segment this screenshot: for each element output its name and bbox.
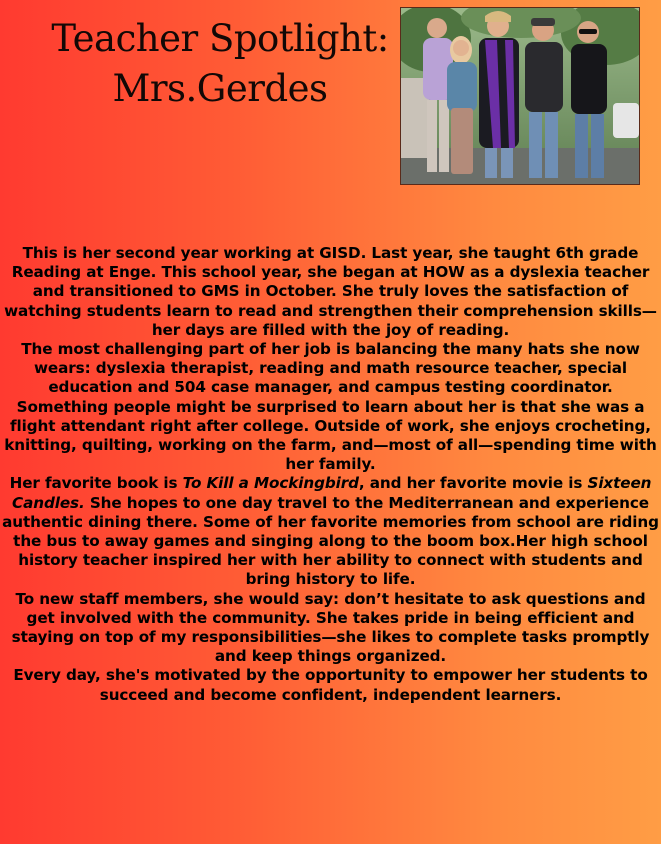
favorite-movie-title: Sixteen Candles. (12, 474, 652, 512)
favorites-text-2: , and her favorite movie is (358, 474, 588, 493)
family-photo-icon (401, 8, 639, 184)
paragraph-motivation: Every day, she's motivated by the opportunity to empower her students to succeed and become confident, independent learners. (13, 666, 648, 704)
paragraph-challenges: The most challenging part of her job is balancing the many hats she now wears: dyslexia therapist, reading and math resource teacher, special education and 504 case manager, and campus testing coordinator. (21, 340, 640, 397)
favorites-text-3: She hopes to one day travel to the Mediterranean and experience authentic dining there. Some of her favorite memories from school are riding the bus to away games and singing along to the boom box.Her high school history teacher inspired her with her ability to connect with students and bring history to life. (2, 493, 659, 589)
page-title (40, 14, 400, 114)
paragraph-advice: To new staff members, she would say: don’t hesitate to ask questions and get involved with the community. She takes pride in being efficient and staying on top of my responsibilities—she likes to complete tasks promptly and keep things organized. (11, 589, 650, 666)
favorites-text-1: Her favorite book is (9, 474, 183, 493)
paragraph-favorites (0, 474, 661, 589)
paragraph-background: This is her second year working at GISD. Last year, she taught 6th grade Reading at Enge. This school year, she began at HOW as a dyslexia teacher and transitioned to GMS in October. She truly loves the satisfaction of watching students learn to read and strengthen their comprehension skills—her days are filled with the joy of reading. (4, 244, 657, 339)
title-line-1: Teacher Spotlight: (51, 17, 389, 60)
article-body (0, 244, 661, 705)
title-line-2: Mrs.Gerdes (112, 67, 328, 110)
paragraph-surprise: Something people might be surprised to learn about her is that she was a flight attendant right after college. Outside of work, she enjoys crocheting, knitting, quilting, working on the farm, and—most of all—spending time with her family. (4, 397, 657, 474)
family-photo (400, 7, 640, 185)
favorite-book-title: To Kill a Mockingbird (182, 474, 359, 493)
